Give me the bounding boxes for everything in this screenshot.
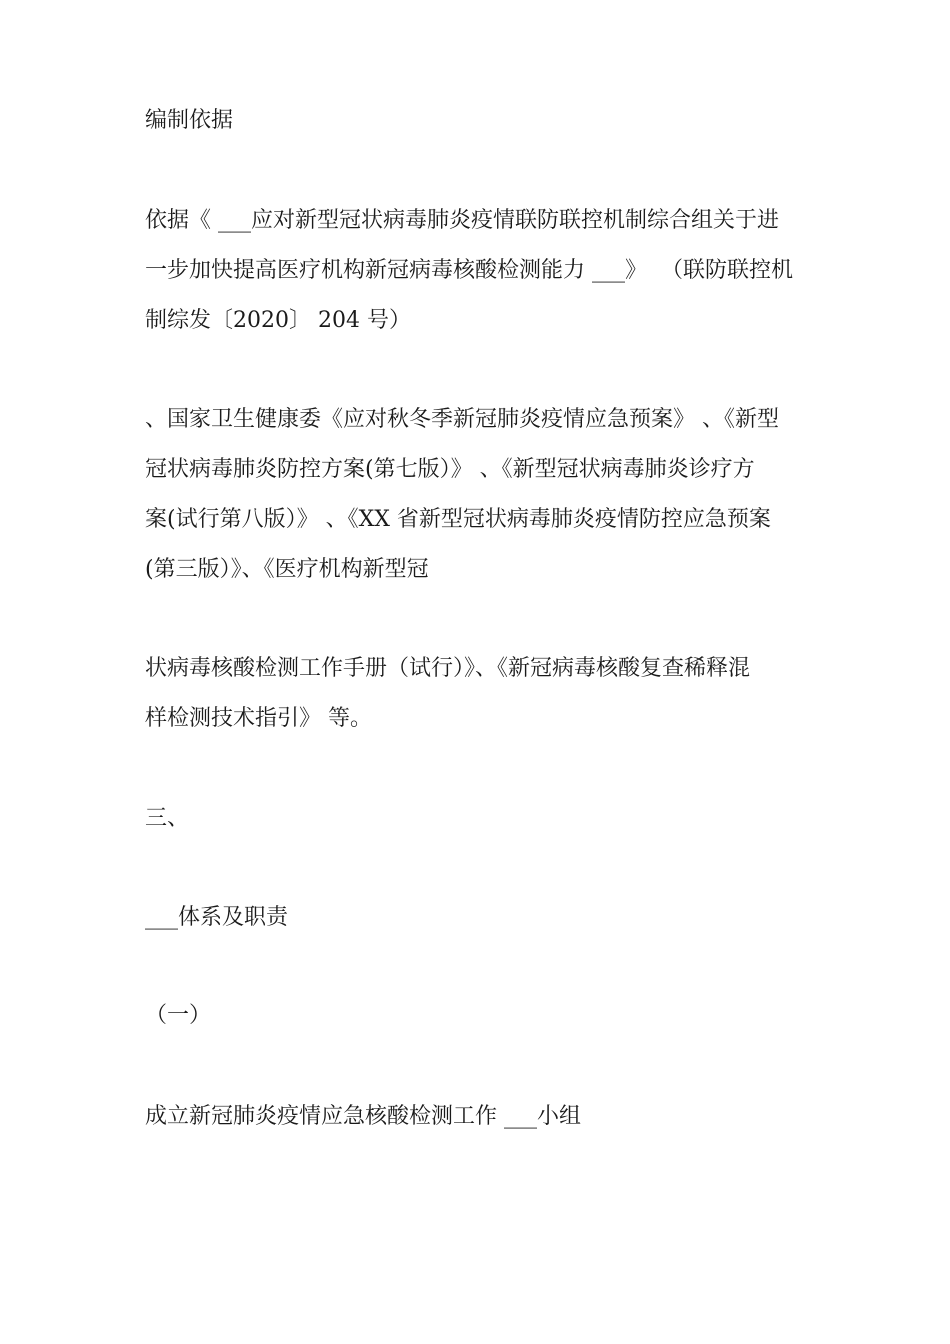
subsection-number: （一） (145, 1003, 212, 1028)
para1-line3: 制综发〔2020〕 204 号） (145, 308, 411, 333)
heading-basis: 编制依据 (145, 108, 234, 133)
para3-line2: 样检测技术指引》 等。 (145, 706, 372, 731)
para1-line2: 一步加快提高医疗机构新冠病毒核酸检测能力 ___》 （联防联控机 (145, 258, 793, 283)
para3-line1: 状病毒核酸检测工作手册（试行）》、《新冠病毒核酸复查稀释混 (145, 656, 751, 681)
para2-line2: 冠状病毒肺炎防控方案(第七版）》 、《新型冠状病毒肺炎诊疗方 (145, 457, 755, 482)
para2-line1: 、国家卫生健康委《应对秋冬季新冠肺炎疫情应急预案》 、《新型 (145, 407, 779, 432)
para2-line4: (第三版）》、《医疗机构新型冠 (145, 557, 429, 582)
section-title: ___体系及职责 (145, 905, 289, 930)
subsection-title: 成立新冠肺炎疫情应急核酸检测工作 ___小组 (145, 1104, 581, 1129)
para1-line1: 依据《 ___应对新型冠状病毒肺炎疫情联防联控机制综合组关于进 (145, 208, 779, 233)
section-number: 三、 (145, 806, 190, 831)
para2-line3: 案(试行第八版）》 、《XX 省新型冠状病毒肺炎疫情防控应急预案 (145, 507, 771, 532)
